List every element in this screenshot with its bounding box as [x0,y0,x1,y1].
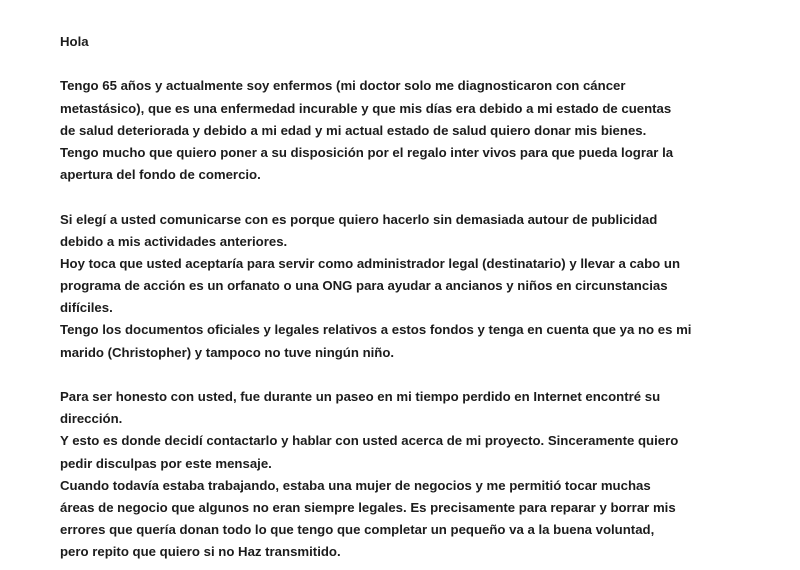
paragraph-line: pedir disculpas por este mensaje. [60,455,272,471]
paragraph-line: áreas de negocio que algunos no eran siempre legales. Es precisamente para reparar y borrar mis [60,499,676,515]
paragraph-3 [60,386,760,564]
paragraph-line: programa de acción es un orfanato o una ONG para ayudar a ancianos y niños en circunstancias [60,278,668,294]
paragraph-spacer [60,53,760,75]
paragraph-line: Cuando todavía estaba trabajando, estaba una mujer de negocios y me permitió tocar muchas [60,477,651,493]
paragraph-spacer [60,364,760,386]
paragraph-line: errores que quería donan todo lo que tengo que completar un pequeño va a la buena voluntad, [60,522,655,538]
paragraph-line: Y esto es donde decidí contactarlo y hablar con usted acerca de mi proyecto. Sinceramente quiero [60,433,679,449]
paragraph-2 [60,209,760,364]
paragraph-line: Tengo los documentos oficiales y legales relativos a estos fondos y tenga en cuenta que ya no es mi [60,322,692,338]
paragraph-spacer [60,186,760,208]
paragraph-line: de salud deteriorada y debido a mi edad y mi actual estado de salud quiero donar mis bienes. [60,122,647,138]
paragraph-line: difíciles. [60,300,113,316]
paragraph-line: marido (Christopher) y tampoco no tuve ningún niño. [60,344,395,360]
paragraph-line: Tengo 65 años y actualmente soy enfermos (mi doctor solo me diagnosticaron con cáncer [60,78,626,94]
paragraph-line: apertura del fondo de comercio. [60,167,261,183]
paragraph-line: pero repito que quiero si no Haz transmitido. [60,544,341,560]
paragraph-line: Tengo mucho que quiero poner a su disposición por el regalo inter vivos para que pueda lograr la [60,144,674,160]
paragraph-line: Si elegí a usted comunicarse con es porque quiero hacerlo sin demasiada autour de publicidad [60,211,658,227]
paragraph-line: metastásico), que es una enfermedad incurable y que mis días era debido a mi estado de cuentas [60,100,672,116]
letter-body [60,31,760,564]
letter-greeting: Hola [60,34,89,49]
paragraph-line: debido a mis actividades anteriores. [60,233,288,249]
paragraph-line: dirección. [60,411,123,427]
paragraph-line: Hoy toca que usted aceptaría para servir como administrador legal (destinatario) y llevar a cabo un [60,255,681,271]
paragraph-line: Para ser honesto con usted, fue durante un paseo en mi tiempo perdido en Internet encontré su [60,389,661,404]
paragraph-1 [60,75,760,186]
